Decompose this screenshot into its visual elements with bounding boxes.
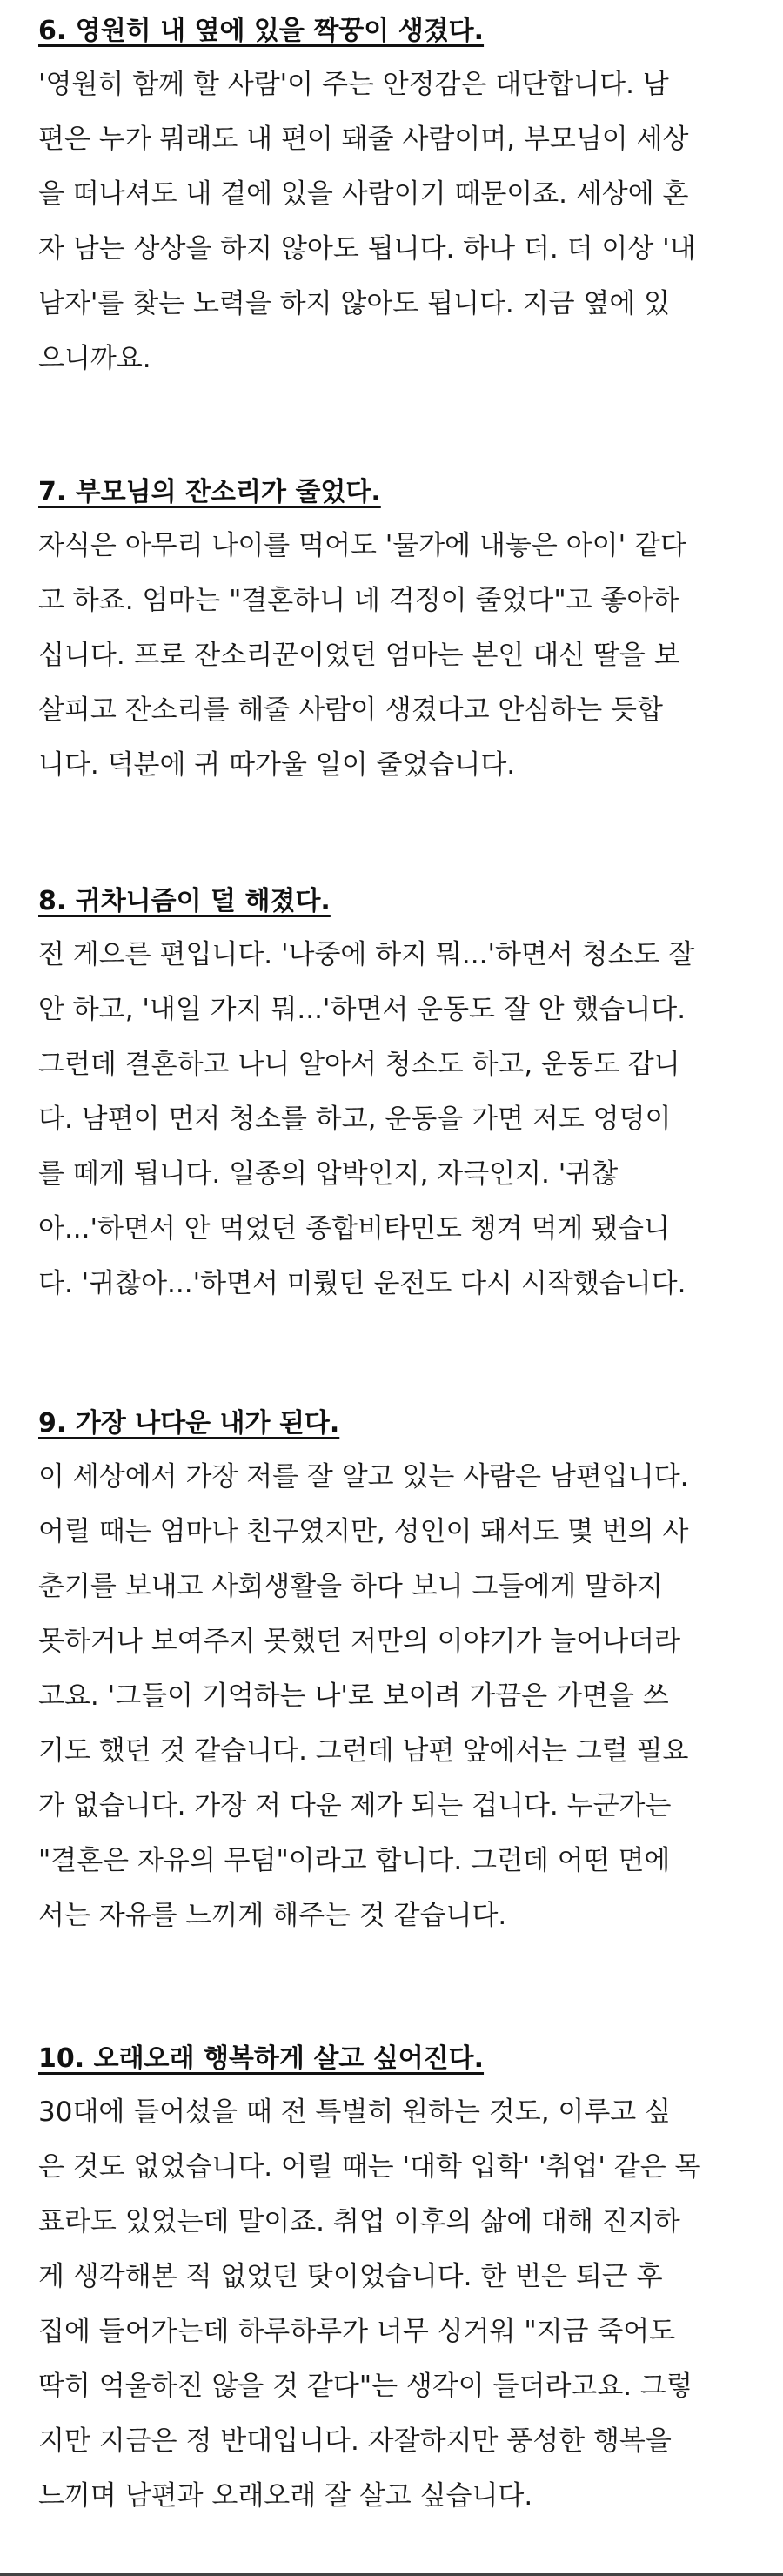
body-line: 고 하죠. 엄마는 "결혼하니 네 걱정이 줄었다"고 좋아하 [38,585,679,616]
body-line: 다. 남편이 먼저 청소를 하고, 운동을 가면 저도 엉덩이 [38,1104,672,1135]
body-line: 십니다. 프로 잔소리꾼이었던 엄마는 본인 대신 딸을 보 [38,640,680,671]
section-heading: 8. 귀차니즘이 덜 해졌다. [38,886,331,916]
body-line: 30대에 들어섰을 때 전 특별히 원하는 것도, 이루고 싶 [38,2096,672,2128]
section-heading: 10. 오래오래 행복하게 살고 싶어진다. [38,2043,485,2074]
section-body [38,519,760,793]
body-line: 느끼며 남편과 오래오래 잘 살고 싶습니다. [38,2480,533,2512]
section-8 [38,875,760,1311]
section-body [38,928,760,1311]
body-line: 남자'를 찾는 노력을 하지 않아도 됩니다. 지금 옆에 있 [38,288,671,319]
body-line: 게 생각해본 적 없었던 탓이었습니다. 한 번은 퇴근 후 [38,2261,663,2292]
section-10 [38,2033,760,2524]
section-body [38,2085,760,2524]
body-line: 안 하고, '내일 가지 뭐...'하면서 운동도 잘 안 했습니다. [38,994,686,1025]
body-line: 살피고 잔소리를 해줄 사람이 생겼다고 안심하는 듯합 [38,694,663,726]
body-line: 어릴 때는 엄마나 친구였지만, 성인이 돼서도 몇 번의 사 [38,1516,689,1547]
bottom-divider [0,2573,783,2576]
body-line: 으니까요. [38,343,151,374]
body-line: 집에 들어가는데 하루하루가 너무 싱거워 "지금 죽어도 [38,2316,676,2347]
body-line: 아...'하면서 안 먹었던 종합비타민도 챙겨 먹게 됐습니 [38,1213,671,1244]
body-line: 니다. 덕분에 귀 따가울 일이 줄었습니다. [38,749,516,781]
section-7 [38,466,760,793]
body-line: '영원히 함께 할 사람'이 주는 안정감은 대단합니다. 남 [38,69,669,100]
body-line: 다. '귀찮아...'하면서 미뤘던 운전도 다시 시작했습니다. [38,1268,686,1299]
section-heading: 7. 부모님의 잔소리가 줄었다. [38,477,381,507]
section-heading: 9. 가장 나다운 내가 된다. [38,1408,340,1439]
body-line: 지만 지금은 정 반대입니다. 자잘하지만 풍성한 행복을 [38,2425,672,2457]
body-line: 기도 했던 것 같습니다. 그런데 남편 앞에서는 그럴 필요 [38,1735,689,1767]
body-line: 그런데 결혼하고 나니 알아서 청소도 하고, 운동도 갑니 [38,1049,680,1080]
section-body [38,1450,760,1943]
body-line: 전 게으른 편입니다. '나중에 하지 뭐...'하면서 청소도 잘 [38,939,695,970]
body-line: 이 세상에서 가장 저를 잘 알고 있는 사람은 남편입니다. [38,1461,689,1493]
body-line: 편은 누가 뭐래도 내 편이 돼줄 사람이며, 부모님이 세상 [38,124,689,155]
body-line: 딱히 억울하진 않을 것 같다"는 생각이 들더라고요. 그렇 [38,2371,693,2402]
body-line: 못하거나 보여주지 못했던 저만의 이야기가 늘어나더라 [38,1626,681,1657]
body-line: 춘기를 보내고 사회생활을 하다 보니 그들에게 말하지 [38,1571,663,1602]
body-line: 서는 자유를 느끼게 해주는 것 같습니다. [38,1900,507,1931]
body-line: 을 떠나셔도 내 곁에 있을 사람이기 때문이죠. 세상에 혼 [38,178,689,210]
body-line: 고요. '그들이 기억하는 나'로 보이려 가끔은 가면을 쓰 [38,1680,669,1712]
section-6 [38,5,760,386]
body-line: 를 떼게 됩니다. 일종의 압박인지, 자극인지. '귀찮 [38,1158,619,1190]
section-heading: 6. 영원히 내 옆에 있을 짝꿍이 생겼다. [38,16,485,46]
body-line: 가 없습니다. 가장 저 다운 제가 되는 겁니다. 누군가는 [38,1790,672,1821]
body-line: 은 것도 없었습니다. 어릴 때는 '대학 입학' '취업' 같은 목 [38,2151,701,2183]
body-line: "결혼은 자유의 무덤"이라고 합니다. 그런데 어떤 면에 [38,1845,671,1876]
section-body [38,57,760,386]
body-line: 자식은 아무리 나이를 먹어도 '물가에 내놓은 아이' 같다 [38,530,686,561]
section-9 [38,1398,760,1943]
body-line: 표라도 있었는데 말이죠. 취업 이후의 삶에 대해 진지하 [38,2206,680,2237]
body-line: 자 남는 상상을 하지 않아도 됩니다. 하나 더. 더 이상 '내 [38,233,696,265]
